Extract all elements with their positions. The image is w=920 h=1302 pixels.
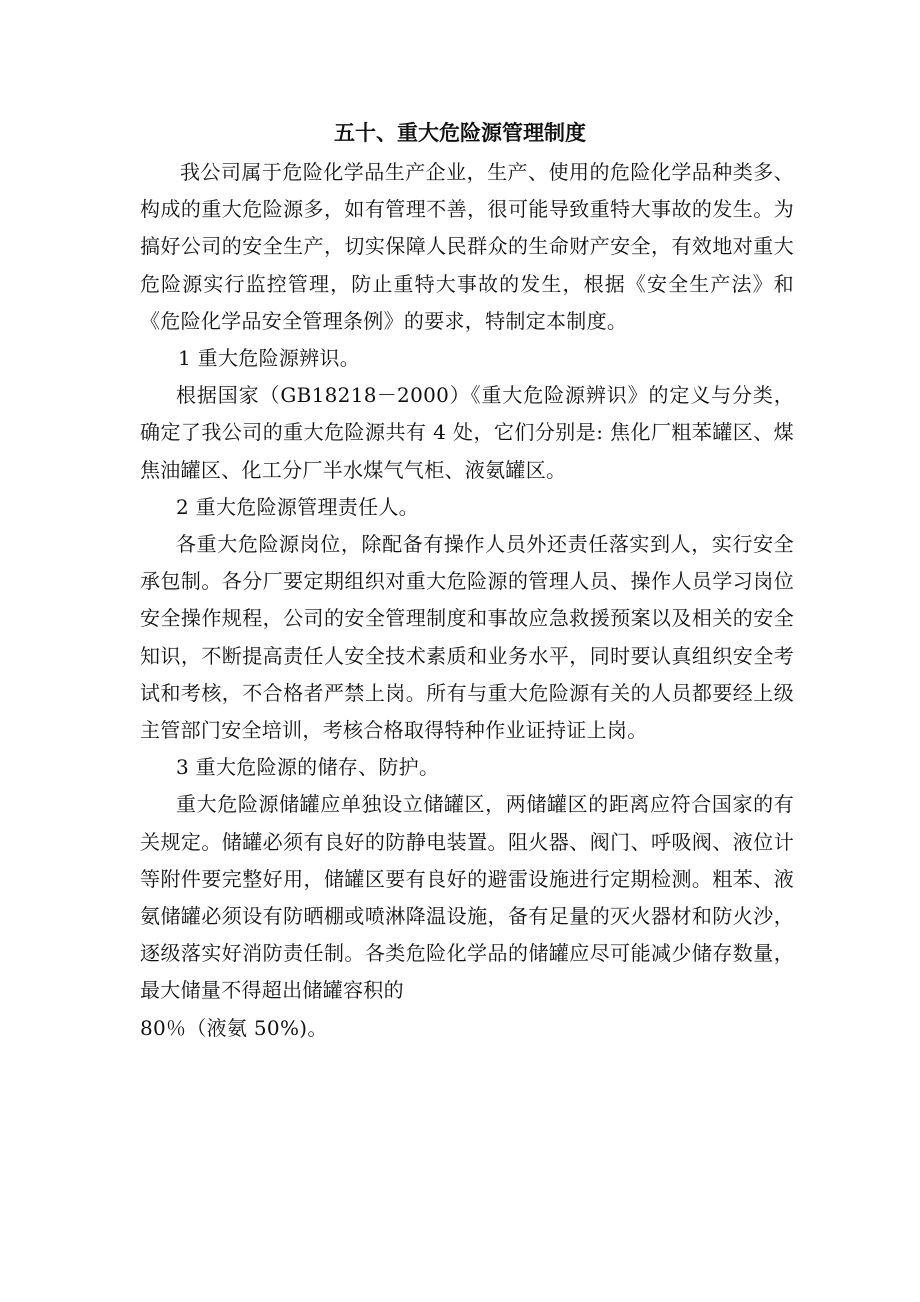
section-paragraph-2: 各重大危险源岗位，除配备有操作人员外还责任落实到人，实行安全承包制。各分厂要定期组织对重大危险源的管理人员、操作人员学习岗位安全操作规程，公司的安全管理制度和事故应急救援预案以及相关的安全知识，不断提高责任人安全技术素质和业务水平，同时要认真组织安全考试和考核，不合格者严禁上岗。所有与重大危险源有关的人员都要经上级主管部门安全培训，考核合格取得特种作业证持证上岗。 bbox=[140, 532, 794, 743]
section-paragraph-1: 根据国家（GB18218－2000）《重大危险源辨识》的定义与分类，确定了我公司的重大危险源共有 4 处，它们分别是: 焦化厂粗苯罐区、煤焦油罐区、化工分厂半水煤气气柜、液氨罐区。 bbox=[140, 383, 794, 482]
section-paragraph-3: 重大危险源储罐应单独设立储罐区，两储罐区的距离应符合国家的有关规定。储罐必须有良好的防静电装置。阻火器、阀门、呼吸阀、液位计等附件要完整好用，储罐区要有良好的避雷设施进行定期检测。粗苯、液氨储罐必须设有防晒棚或喷淋降温设施，备有足量的灭火器材和防火沙，逐级落实好消防责任制。各类危险化学品的储罐应尽可能减少储存数量，最大储量不得超出储罐容积的 bbox=[140, 792, 794, 1003]
document-body bbox=[140, 154, 794, 1047]
section-heading-3: 3 重大危险源的储存、防护。 bbox=[176, 755, 440, 780]
section-heading-2: 2 重大危险源管理责任人。 bbox=[176, 494, 419, 519]
section-heading-1: 1 重大危险源辨识。 bbox=[178, 346, 361, 371]
document-title: 五十、重大危险源管理制度 bbox=[334, 120, 586, 145]
section-paragraph-3-continuation: 80％（液氨 50%)。 bbox=[140, 1015, 328, 1040]
intro-paragraph: 我公司属于危险化学品生产企业，生产、使用的危险化学品种类多、构成的重大危险源多，如有管理不善，很可能导致重特大事故的发生。为搞好公司的安全生产，切实保障人民群众的生命财产安全，有效地对重大危险源实行监控管理，防止重特大事故的发生，根据《安全生产法》和《危险化学品安全管理条例》的要求，特制定本制度。 bbox=[140, 160, 794, 333]
